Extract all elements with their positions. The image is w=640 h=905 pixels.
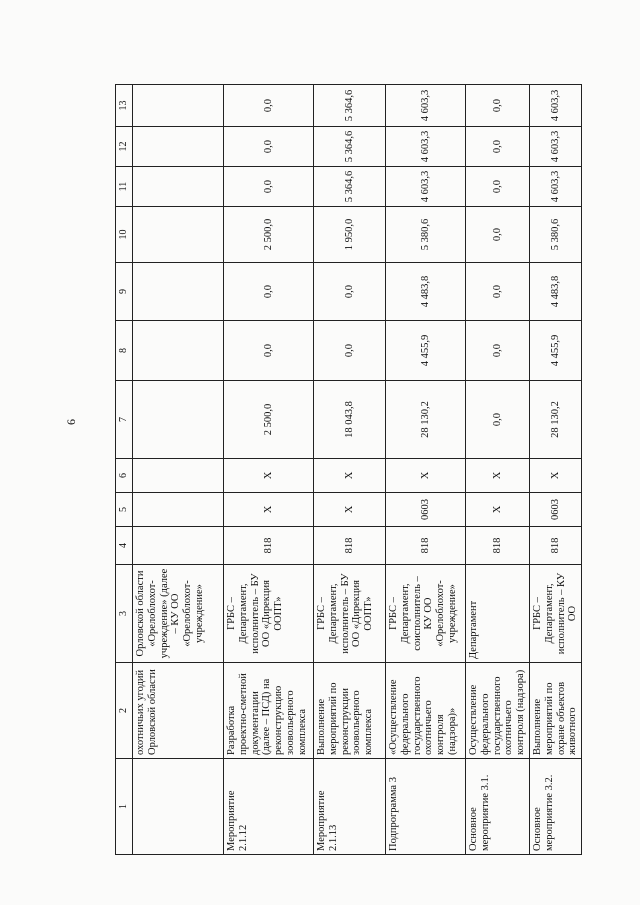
cell-csr: [133, 459, 224, 493]
cell-value: 0,0: [314, 263, 386, 321]
cell-grbs: 818: [386, 527, 466, 565]
column-header: 1: [116, 759, 133, 855]
cell-csr: X: [314, 459, 386, 493]
cell-value: 0,0: [224, 263, 314, 321]
cell-value: 4 603,3: [530, 127, 582, 167]
table-row: [530, 85, 582, 855]
cell-description: «Осуществление федерального государственного охотничьего контроля (надзора)»: [386, 663, 466, 759]
cell-description: охотничьих угодий Орловской области: [133, 663, 224, 759]
cell-value: 0,0: [314, 321, 386, 381]
cell-program-name: Основное мероприятие 3.1.: [466, 759, 530, 855]
cell-value: 4 603,3: [386, 85, 466, 127]
cell-rzpr: [133, 493, 224, 527]
cell-program-name: Подпрограмма 3: [386, 759, 466, 855]
cell-value: 0,0: [224, 167, 314, 207]
cell-rzpr: X: [314, 493, 386, 527]
cell-rzpr: 0603: [386, 493, 466, 527]
cell-grbs: 818: [466, 527, 530, 565]
cell-value: 0,0: [466, 321, 530, 381]
cell-rzpr: 0603: [530, 493, 582, 527]
cell-value: [133, 167, 224, 207]
cell-total: 18 043,8: [314, 381, 386, 459]
table-row: [224, 85, 314, 855]
column-header: 9: [116, 263, 133, 321]
column-header: 3: [116, 565, 133, 663]
cell-executor: ГРБС – Департамент, соисполнитель – КУ ОО «Орелоблохот-учреждение»: [386, 565, 466, 663]
cell-value: 0,0: [224, 321, 314, 381]
cell-csr: X: [466, 459, 530, 493]
cell-value: 4 603,3: [386, 167, 466, 207]
cell-program-name: Мероприятие 2.1.13: [314, 759, 386, 855]
cell-description: Разработка проектно-сметной документации (далее – ПСД) на реконструкцию зоовольерного комплекса: [224, 663, 314, 759]
cell-value: 4 455,9: [530, 321, 582, 381]
table-row: [386, 85, 466, 855]
cell-value: 5 364,6: [314, 127, 386, 167]
cell-value: 4 603,3: [530, 85, 582, 127]
cell-total: 28 130,2: [530, 381, 582, 459]
page-number: 6: [64, 419, 78, 425]
cell-executor: ГРБС – Департамент, исполнитель – БУ ОО «Дирекция ООПТ»: [314, 565, 386, 663]
cell-description: Осуществление федерального государственного охотничьего контроля (надзора): [466, 663, 530, 759]
cell-value: 5 364,6: [314, 167, 386, 207]
cell-value: [133, 263, 224, 321]
cell-executor: Департамент: [466, 565, 530, 663]
cell-program-name: [133, 759, 224, 855]
cell-value: [133, 321, 224, 381]
cell-value: 5 364,6: [314, 85, 386, 127]
rotated-table-container: [115, 85, 579, 855]
cell-value: 4 603,3: [386, 127, 466, 167]
budget-table: [115, 84, 582, 855]
cell-value: 5 380,6: [530, 207, 582, 263]
column-header: 2: [116, 663, 133, 759]
column-header: 10: [116, 207, 133, 263]
column-header: 8: [116, 321, 133, 381]
column-header: 5: [116, 493, 133, 527]
cell-executor: ГРБС – Департамент, исполнитель – БУ ОО «Дирекция ООПТ»: [224, 565, 314, 663]
cell-description: Выполнение мероприятий по охране объектов животного: [530, 663, 582, 759]
cell-description: Выполнение мероприятий по реконструкции зоовольерного комплекса: [314, 663, 386, 759]
cell-grbs: [133, 527, 224, 565]
cell-value: 4 455,9: [386, 321, 466, 381]
cell-value: [133, 207, 224, 263]
cell-value: 4 603,3: [530, 167, 582, 207]
cell-program-name: Основное мероприятие 3.2.: [530, 759, 582, 855]
column-header: 6: [116, 459, 133, 493]
table-row: [314, 85, 386, 855]
cell-total: 2 500,0: [224, 381, 314, 459]
cell-program-name: Мероприятие 2.1.12: [224, 759, 314, 855]
cell-rzpr: X: [466, 493, 530, 527]
cell-value: 0,0: [466, 127, 530, 167]
column-header: 13: [116, 85, 133, 127]
cell-csr: X: [224, 459, 314, 493]
table-row: [466, 85, 530, 855]
cell-total: 28 130,2: [386, 381, 466, 459]
cell-value: 1 950,0: [314, 207, 386, 263]
cell-value: 0,0: [466, 207, 530, 263]
cell-grbs: 818: [530, 527, 582, 565]
cell-value: 0,0: [466, 263, 530, 321]
cell-grbs: 818: [314, 527, 386, 565]
column-header: 4: [116, 527, 133, 565]
cell-value: [133, 127, 224, 167]
column-header: 7: [116, 381, 133, 459]
cell-grbs: 818: [224, 527, 314, 565]
cell-csr: X: [386, 459, 466, 493]
cell-executor: Орловской области «Орелоблохот-учреждение» (далее – КУ ОО «Орелоблохот-учреждение»: [133, 565, 224, 663]
cell-value: 2 500,0: [224, 207, 314, 263]
cell-value: [133, 85, 224, 127]
column-header: 12: [116, 127, 133, 167]
table-row: [133, 85, 224, 855]
cell-value: 4 483,8: [530, 263, 582, 321]
cell-csr: X: [530, 459, 582, 493]
table-header-row: [116, 85, 133, 855]
cell-total: [133, 381, 224, 459]
cell-executor: ГРБС – Департамент, исполнитель – КУ ОО: [530, 565, 582, 663]
cell-rzpr: X: [224, 493, 314, 527]
cell-value: 0,0: [224, 85, 314, 127]
cell-value: 4 483,8: [386, 263, 466, 321]
cell-value: 0,0: [466, 85, 530, 127]
cell-value: 5 380,6: [386, 207, 466, 263]
cell-value: 0,0: [224, 127, 314, 167]
cell-value: 0,0: [466, 167, 530, 207]
column-header: 11: [116, 167, 133, 207]
cell-total: 0,0: [466, 381, 530, 459]
